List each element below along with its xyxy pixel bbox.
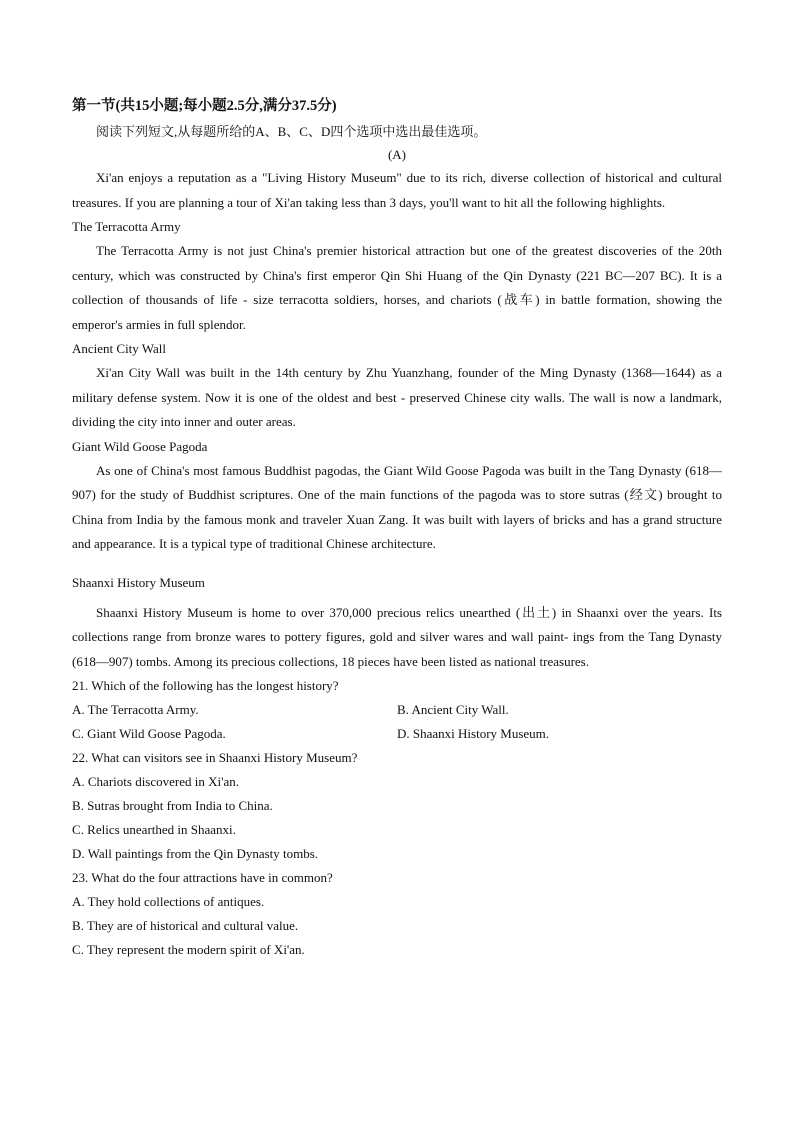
question-23: 23. What do the four attractions have in common? (72, 870, 333, 885)
question-22: 22. What can visitors see in Shaanxi History Museum? (72, 750, 358, 765)
heading-terracotta-army: The Terracotta Army (72, 219, 181, 234)
paragraph-shaanxi-history-museum: Shaanxi History Museum is home to over 370,000 precious relics unearthed (出土) in Shaanxi over the years. Its collections range from bronze wares to pottery figures, gold and silver wares and wall paint- ings from the Tang Dynasty (618—907) tombs. Among its precious collections, 18 pieces have been listed as national treasures. (72, 604, 722, 669)
paragraph-ancient-city-wall: Xi'an City Wall was built in the 14th century by Zhu Yuanzhang, founder of the Ming Dynasty (1368—1644) as a military defense system. Now it is one of the oldest and best - preserved Chinese city walls. The wall is now a landmark, dividing the city into inner and outer areas. (72, 365, 722, 429)
option-22-b: B. Sutras brought from India to China. (72, 798, 273, 813)
option-21-c: C. Giant Wild Goose Pagoda. (72, 726, 226, 741)
passage-intro: Xi'an enjoys a reputation as a "Living History Museum" due to its rich, diverse collection of historical and cultural treasures. If you are planning a tour of Xi'an taking less than 3 days, you'll want to hit all the following highlights. (72, 170, 722, 210)
question-21-options-row-2 (72, 722, 722, 746)
heading-ancient-city-wall: Ancient City Wall (72, 341, 167, 356)
instruction-text: 阅读下列短文,从每题所给的A、B、C、D四个选项中选出最佳选项。 (96, 124, 487, 139)
heading-shaanxi-history-museum: Shaanxi History Museum (72, 574, 205, 590)
option-21-a: A. The Terracotta Army. (72, 702, 199, 717)
section-title: 第一节(共15小题;每小题2.5分,满分37.5分) (72, 98, 337, 114)
option-23-b: B. They are of historical and cultural value. (72, 918, 299, 933)
spacer (72, 557, 722, 571)
passage-label: (A) (387, 147, 407, 162)
option-21-b: B. Ancient City Wall. (397, 702, 509, 717)
option-23-c: C. They represent the modern spirit of Xi'an. (72, 942, 305, 957)
option-22-d: D. Wall paintings from the Qin Dynasty tombs. (72, 846, 319, 861)
heading-giant-wild-goose-pagoda: Giant Wild Goose Pagoda (72, 438, 208, 454)
paragraph-terracotta-army: The Terracotta Army is not just China's premier historical attraction but one of the greatest discoveries of the 20th century, which was constructed by China's first emperor Qin Shi Huang of the Qin Dynasty (221 BC—207 BC). It is a collection of thousands of life - size terracotta soldiers, horses, and chariots (战车) in battle formation, showing the emperor's armies in full splendor. (72, 243, 722, 332)
question-21-options-row-1 (72, 698, 722, 722)
option-23-a: A. They hold collections of antiques. (72, 894, 265, 909)
question-21: 21. Which of the following has the longest history? (72, 678, 339, 693)
page-content (72, 96, 722, 962)
paragraph-giant-wild-goose-pagoda: As one of China's most famous Buddhist pagodas, the Giant Wild Goose Pagoda was built in the Tang Dynasty (618—907) for the study of Buddhist scriptures. One of the main functions of the pagoda was to store sutras (经文) brought to China from India by the famous monk and traveler Xuan Zang. It was built with layers of bricks and has a grand structure and appearance. It is a typical type of traditional Chinese architecture. (72, 462, 722, 551)
option-22-a: A. Chariots discovered in Xi'an. (72, 774, 239, 789)
option-21-d: D. Shaanxi History Museum. (397, 726, 550, 741)
option-22-c: C. Relics unearthed in Shaanxi. (72, 822, 236, 837)
